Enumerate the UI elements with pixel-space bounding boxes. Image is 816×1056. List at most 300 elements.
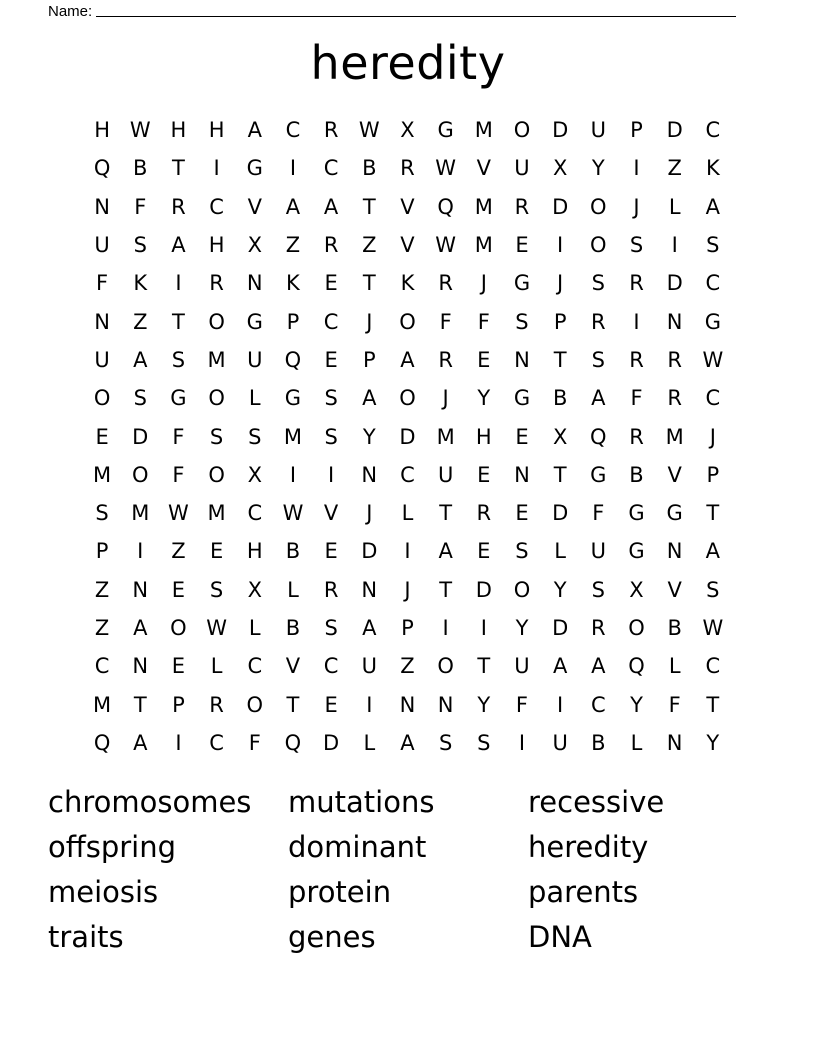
grid-letter: E: [171, 577, 186, 602]
grid-letter: K: [286, 271, 300, 296]
grid-letter: Q: [628, 654, 645, 679]
grid-letter: O: [131, 462, 149, 487]
grid-letter: U: [247, 347, 263, 372]
grid-letter: Q: [93, 156, 111, 181]
grid-letter: C: [247, 501, 263, 526]
grid-letter: A: [362, 386, 377, 411]
grid-letter: C: [247, 654, 263, 679]
grid-letter: G: [437, 118, 454, 143]
grid-letter: C: [209, 730, 224, 755]
grid-letter: G: [704, 309, 721, 334]
grid-letter: Q: [284, 347, 302, 372]
grid-letter: E: [324, 347, 338, 372]
grid-letter: Q: [93, 730, 111, 755]
grid-letter: D: [475, 577, 492, 602]
grid-letter: I: [633, 156, 640, 181]
grid-letter: B: [133, 156, 148, 181]
grid-letter: O: [399, 309, 416, 334]
grid-letter: Q: [437, 194, 454, 219]
grid-letter: S: [591, 271, 605, 296]
grid-row: [83, 417, 732, 455]
grid-letter: J: [442, 386, 449, 411]
grid-letter: T: [706, 501, 720, 526]
word-bank-item: offspring: [48, 830, 177, 864]
name-label: Name:: [48, 3, 93, 20]
grid-letter: S: [209, 577, 224, 602]
grid-letter: O: [93, 386, 111, 411]
grid-letter: V: [667, 577, 682, 602]
grid-letter: I: [137, 539, 144, 564]
grid-letter: I: [366, 692, 373, 717]
grid-letter: U: [94, 347, 110, 372]
grid-letter: S: [515, 309, 529, 334]
grid-letter: V: [247, 194, 262, 219]
grid-letter: W: [206, 616, 227, 640]
grid-letter: N: [666, 730, 683, 755]
grid-letter: R: [209, 271, 224, 296]
grid-letter: D: [552, 616, 569, 640]
grid-letter: P: [286, 309, 300, 334]
grid-letter: N: [437, 692, 454, 717]
grid-letter: F: [668, 692, 681, 717]
grid-letter: O: [246, 692, 264, 717]
grid-letter: N: [132, 577, 149, 602]
grid-letter: O: [513, 118, 531, 143]
grid-letter: A: [323, 194, 339, 219]
grid-letter: R: [438, 271, 453, 296]
grid-letter: Z: [94, 577, 110, 602]
grid-letter: I: [480, 616, 487, 640]
grid-letter: S: [706, 233, 720, 258]
grid-letter: D: [132, 424, 149, 449]
grid-letter: I: [671, 233, 678, 258]
grid-letter: G: [246, 309, 263, 334]
grid-row: [83, 647, 732, 685]
grid-letter: Z: [400, 654, 415, 679]
grid-letter: Q: [590, 424, 607, 449]
grid-letter: S: [133, 233, 147, 258]
grid-letter: R: [323, 577, 339, 602]
grid-letter: N: [132, 654, 149, 679]
grid-letter: H: [208, 118, 225, 143]
grid-letter: R: [667, 347, 682, 372]
grid-letter: C: [705, 118, 721, 143]
grid-letter: D: [552, 118, 569, 143]
grid-letter: E: [477, 462, 491, 487]
grid-letter: G: [246, 156, 263, 181]
grid-letter: U: [590, 118, 606, 143]
grid-letter: K: [705, 156, 720, 181]
grid-letter: F: [172, 462, 185, 487]
grid-letter: E: [324, 271, 338, 296]
grid-letter: G: [170, 386, 187, 411]
grid-letter: O: [437, 654, 454, 679]
grid-letter: M: [436, 424, 455, 449]
grid-letter: P: [362, 347, 376, 372]
grid-letter: I: [289, 156, 297, 181]
grid-letter: S: [515, 539, 529, 564]
word-bank-item: genes: [288, 920, 376, 954]
grid-letter: E: [515, 233, 529, 258]
grid-letter: H: [208, 233, 225, 258]
grid-letter: A: [552, 654, 568, 679]
grid-letter: D: [323, 730, 340, 755]
grid-letter: J: [366, 501, 373, 526]
grid-letter: E: [171, 654, 186, 679]
grid-letter: U: [590, 539, 606, 564]
grid-letter: N: [361, 577, 378, 602]
grid-letter: A: [247, 118, 262, 143]
grid-letter: R: [171, 194, 186, 219]
grid-letter: G: [284, 386, 302, 411]
word-bank-item: traits: [48, 920, 124, 954]
grid-letter: C: [209, 194, 224, 219]
grid-letter: A: [438, 539, 453, 564]
grid-letter: I: [175, 730, 182, 755]
grid-letter: T: [553, 347, 567, 372]
grid-letter: M: [474, 118, 493, 143]
grid-letter: P: [630, 118, 643, 143]
grid-letter: R: [667, 386, 682, 411]
grid-letter: R: [591, 616, 606, 640]
grid-letter: Y: [362, 424, 376, 449]
grid-letter: S: [171, 347, 186, 372]
grid-letter: Y: [591, 156, 605, 181]
grid-letter: Y: [477, 692, 491, 717]
grid-letter: H: [94, 118, 110, 143]
word-bank-item: meiosis: [48, 875, 159, 909]
grid-letter: T: [172, 309, 185, 334]
grid-letter: C: [94, 654, 110, 679]
grid-letter: I: [175, 271, 182, 296]
grid-row: [83, 149, 732, 187]
grid-letter: M: [665, 424, 684, 449]
grid-letter: E: [515, 424, 529, 449]
grid-letter: O: [513, 577, 531, 602]
grid-letter: B: [285, 616, 301, 640]
grid-letter: Z: [171, 539, 186, 564]
grid-letter: C: [590, 692, 606, 717]
grid-letter: S: [591, 347, 605, 372]
grid-letter: S: [324, 386, 338, 411]
grid-letter: F: [477, 309, 490, 334]
grid-letter: J: [366, 309, 373, 334]
grid-letter: M: [93, 462, 112, 487]
grid-letter: F: [515, 692, 529, 717]
grid-letter: O: [208, 386, 225, 411]
grid-letter: D: [666, 271, 683, 296]
grid-letter: S: [324, 424, 338, 449]
grid-letter: K: [133, 271, 148, 296]
grid-letter: R: [400, 156, 415, 181]
grid-letter: X: [552, 156, 568, 181]
grid-letter: T: [362, 271, 376, 296]
grid-letter: N: [94, 194, 110, 219]
grid-letter: W: [702, 616, 724, 640]
grid-letter: M: [283, 424, 302, 449]
grid-letter: P: [95, 539, 109, 564]
grid-letter: V: [323, 501, 339, 526]
grid-letter: W: [435, 156, 457, 181]
grid-letter: T: [286, 692, 300, 717]
grid-letter: S: [324, 616, 338, 640]
grid-letter: N: [246, 271, 263, 296]
grid-letter: A: [285, 194, 301, 219]
grid-letter: H: [246, 539, 263, 564]
grid-letter: P: [706, 462, 720, 487]
grid-letter: L: [363, 730, 376, 755]
grid-letter: F: [630, 386, 643, 411]
grid-letter: W: [358, 118, 380, 143]
grid-letter: M: [474, 233, 493, 258]
grid-letter: A: [133, 347, 148, 372]
grid-letter: R: [209, 692, 224, 717]
grid-row: [83, 724, 732, 762]
grid-letter: W: [282, 501, 304, 526]
grid-letter: S: [209, 424, 224, 449]
grid-letter: R: [323, 233, 339, 258]
grid-letter: T: [706, 692, 720, 717]
grid-letter: S: [438, 730, 453, 755]
grid-letter: F: [248, 730, 261, 755]
grid-letter: X: [247, 462, 262, 487]
grid-letter: E: [324, 539, 338, 564]
grid-letter: D: [552, 501, 569, 526]
grid-letter: R: [514, 194, 530, 219]
grid-letter: D: [361, 539, 378, 564]
grid-letter: X: [247, 233, 262, 258]
grid-letter: V: [285, 654, 301, 679]
grid-letter: C: [400, 462, 415, 487]
grid-letter: V: [400, 194, 415, 219]
grid-letter: L: [668, 654, 681, 679]
grid-letter: C: [705, 654, 721, 679]
grid-letter: S: [95, 501, 109, 526]
grid-row: [83, 188, 732, 226]
grid-letter: T: [553, 462, 567, 487]
grid-letter: R: [323, 118, 339, 143]
grid-letter: C: [705, 271, 721, 296]
grid-letter: V: [476, 156, 491, 181]
grid-letter: Z: [362, 233, 377, 258]
grid-letter: G: [628, 539, 645, 564]
grid-letter: L: [401, 501, 414, 526]
page-title: heredity: [310, 36, 506, 90]
grid-letter: E: [209, 539, 224, 564]
grid-row: [83, 111, 732, 149]
grid-letter: P: [172, 692, 185, 717]
grid-letter: Y: [477, 386, 491, 411]
grid-letter: T: [439, 577, 453, 602]
grid-letter: E: [477, 539, 491, 564]
grid-letter: U: [552, 730, 568, 755]
grid-letter: S: [133, 386, 147, 411]
grid-letter: A: [705, 539, 721, 564]
grid-letter: S: [477, 730, 491, 755]
grid-letter: H: [170, 118, 187, 143]
grid-letter: I: [289, 462, 297, 487]
grid-letter: G: [513, 386, 531, 411]
word-bank-item: heredity: [528, 830, 649, 864]
grid-row: [83, 685, 732, 723]
name-field: [48, 0, 736, 20]
grid-letter: L: [554, 539, 566, 564]
grid-letter: F: [592, 501, 605, 526]
grid-letter: O: [170, 616, 187, 640]
grid-letter: R: [629, 347, 644, 372]
grid-letter: X: [400, 118, 415, 143]
grid-letter: O: [208, 309, 225, 334]
word-bank-item: dominant: [288, 830, 427, 864]
grid-row: [83, 379, 732, 417]
grid-letter: O: [590, 233, 607, 258]
grid-letter: N: [94, 309, 110, 334]
grid-letter: I: [328, 462, 335, 487]
grid-letter: Z: [667, 156, 682, 181]
grid-letter: O: [590, 194, 607, 219]
grid-letter: C: [323, 309, 339, 334]
grid-letter: F: [172, 424, 185, 449]
grid-letter: N: [399, 692, 416, 717]
grid-letter: H: [475, 424, 492, 449]
grid-letter: G: [628, 501, 645, 526]
grid-letter: U: [514, 654, 530, 679]
grid-letter: R: [629, 424, 644, 449]
grid-letter: R: [591, 309, 606, 334]
grid-letter: J: [480, 271, 487, 296]
grid-letter: W: [129, 118, 151, 143]
grid-letter: S: [629, 233, 644, 258]
grid-letter: R: [476, 501, 492, 526]
grid-letter: Z: [285, 233, 301, 258]
grid-letter: J: [633, 194, 640, 219]
grid-letter: U: [94, 233, 110, 258]
grid-letter: Q: [284, 730, 302, 755]
grid-letter: V: [667, 462, 682, 487]
word-bank: [48, 780, 768, 960]
grid-row: [83, 494, 732, 532]
grid-letter: B: [362, 156, 377, 181]
word-bank-item: protein: [288, 875, 392, 909]
grid-letter: O: [208, 462, 225, 487]
grid-letter: N: [361, 462, 378, 487]
grid-letter: E: [95, 424, 109, 449]
grid-letter: X: [247, 577, 262, 602]
grid-letter: A: [362, 616, 377, 640]
grid-letter: W: [435, 233, 457, 258]
word-bank-item: chromosomes: [48, 785, 252, 819]
grid-letter: W: [702, 347, 724, 372]
grid-letter: F: [96, 271, 109, 296]
grid-letter: B: [667, 616, 682, 640]
word-bank-item: recessive: [528, 785, 665, 819]
grid-row: [83, 341, 732, 379]
grid-letter: B: [591, 730, 606, 755]
grid-row: [83, 302, 732, 340]
grid-row: [83, 226, 732, 264]
grid-letter: T: [172, 156, 185, 181]
grid-letter: A: [400, 347, 415, 372]
grid-letter: T: [477, 654, 491, 679]
grid-letter: M: [207, 347, 226, 372]
grid-letter: M: [207, 501, 226, 526]
grid-letter: L: [630, 730, 643, 755]
grid-letter: O: [628, 616, 645, 640]
grid-letter: D: [666, 118, 683, 143]
grid-letter: I: [213, 156, 220, 181]
grid-letter: I: [633, 309, 640, 334]
grid-letter: N: [514, 347, 530, 372]
grid-letter: J: [709, 424, 716, 449]
grid-letter: W: [168, 501, 189, 526]
name-line: [96, 16, 736, 17]
grid-letter: I: [404, 539, 411, 564]
grid-row: [83, 571, 732, 609]
grid-letter: Y: [630, 692, 643, 717]
grid-letter: C: [285, 118, 301, 143]
grid-letter: X: [552, 424, 568, 449]
grid-letter: L: [287, 577, 299, 602]
grid-letter: L: [668, 194, 681, 219]
grid-row: [83, 532, 732, 570]
grid-letter: S: [248, 424, 262, 449]
grid-letter: A: [133, 616, 148, 640]
grid-letter: L: [248, 386, 261, 411]
grid-letter: C: [705, 386, 721, 411]
grid-letter: A: [133, 730, 148, 755]
grid-letter: L: [248, 616, 261, 640]
grid-letter: N: [666, 309, 683, 334]
grid-letter: N: [666, 539, 683, 564]
grid-letter: B: [552, 386, 568, 411]
grid-letter: U: [437, 462, 454, 487]
grid-letter: G: [590, 462, 607, 487]
grid-letter: D: [399, 424, 416, 449]
grid-letter: B: [629, 462, 644, 487]
word-bank-item: mutations: [288, 785, 435, 819]
grid-letter: Z: [133, 309, 148, 334]
grid-letter: R: [438, 347, 453, 372]
word-bank-item: parents: [528, 875, 639, 909]
grid-letter: Y: [515, 616, 529, 640]
grid-letter: U: [361, 654, 377, 679]
grid-letter: O: [399, 386, 416, 411]
grid-letter: E: [324, 692, 338, 717]
grid-letter: L: [210, 654, 223, 679]
grid-letter: A: [400, 730, 415, 755]
grid-letter: A: [591, 386, 606, 411]
word-search-grid: [83, 111, 732, 762]
grid-letter: Y: [706, 730, 720, 755]
grid-letter: I: [518, 730, 526, 755]
grid-letter: S: [591, 577, 605, 602]
grid-letter: P: [401, 616, 414, 640]
grid-letter: G: [513, 271, 531, 296]
grid-letter: N: [514, 462, 530, 487]
grid-letter: E: [477, 347, 491, 372]
grid-letter: E: [515, 501, 529, 526]
grid-letter: Y: [553, 577, 567, 602]
word-bank-item: DNA: [528, 920, 592, 954]
grid-letter: Z: [94, 616, 110, 640]
grid-letter: T: [362, 194, 376, 219]
grid-letter: K: [400, 271, 415, 296]
grid-letter: I: [442, 616, 449, 640]
grid-letter: C: [323, 654, 339, 679]
grid-row: [83, 456, 732, 494]
grid-letter: A: [591, 654, 606, 679]
grid-letter: M: [93, 692, 112, 717]
